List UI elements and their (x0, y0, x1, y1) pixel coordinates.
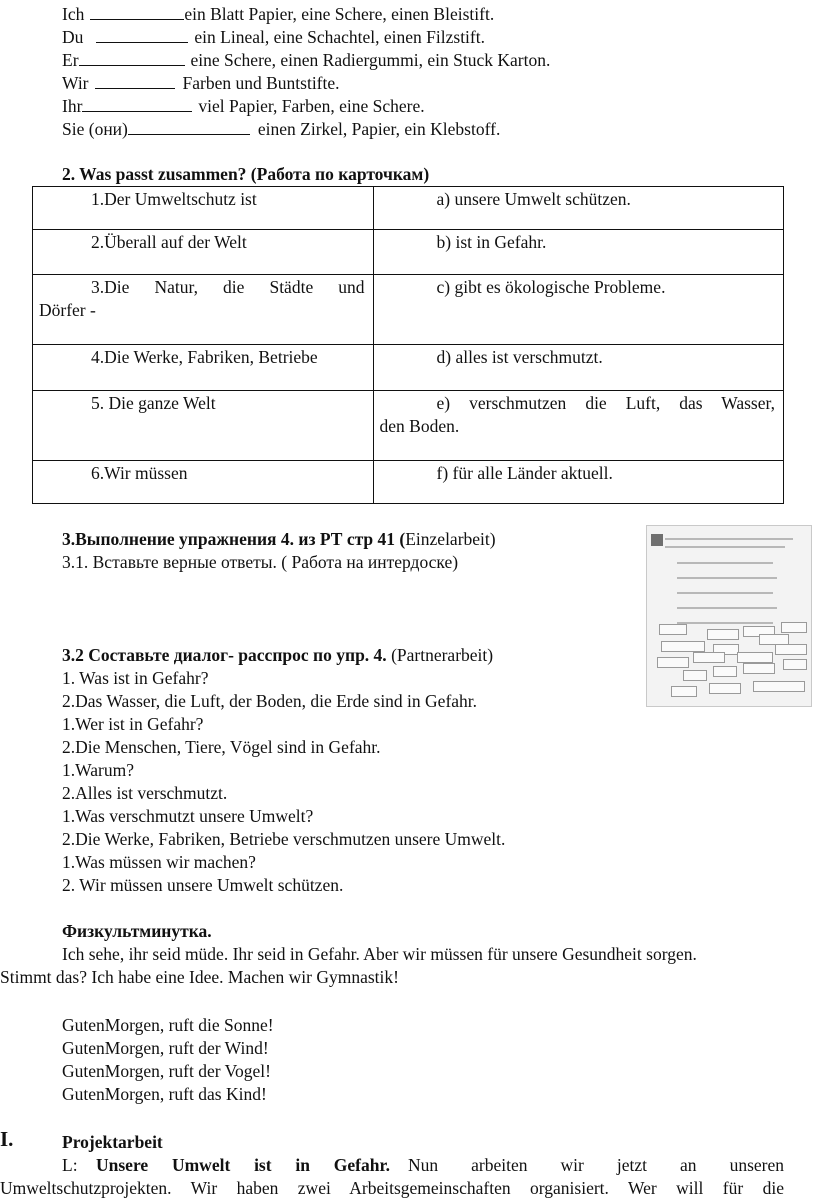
blank-field[interactable] (128, 118, 250, 135)
poem-line: GutenMorgen, ruft die Sonne! (62, 1015, 274, 1035)
dialog-line: 2.Das Wasser, die Luft, der Boden, die Erde sind in Gefahr. (62, 691, 478, 711)
fiz-line-1: Ich sehe, ihr seid müde. Ihr seid in Gefahr. Aber wir müssen für unsere Gesundheit sorgen. (62, 944, 697, 964)
blank-field[interactable] (95, 72, 175, 89)
right-cell: f) für alle Länder aktuell. (436, 463, 613, 483)
table-row (33, 187, 784, 230)
blank-field[interactable] (96, 26, 188, 43)
dialog-line: 2.Die Menschen, Tiere, Vögel sind in Gefahr. (62, 737, 381, 757)
task3-heading-bold: 3.Выполнение упражнения 4. из РТ стр 41 ( (62, 529, 406, 549)
left-cell-line-1: 3.Die Natur, die Städte und (91, 277, 365, 297)
dialog-line: 1.Was müssen wir machen? (62, 852, 256, 872)
blank-field[interactable] (82, 95, 192, 112)
project-line-1 (62, 1154, 784, 1177)
right-cell: a) unsere Umwelt schützen. (436, 189, 631, 209)
subject: Ihr (62, 96, 83, 116)
dialog-line: 2. Wir müssen unsere Umwelt schützen. (62, 875, 344, 895)
project-statement-text: Unsere Umwelt ist in Gefahr. (96, 1155, 390, 1175)
left-cell: 4.Die Werke, Fabriken, Betriebe (91, 347, 318, 367)
task2-heading: 2. Was passt zusammen? (Работа по карточкам) (62, 164, 430, 184)
rest: ein Lineal, eine Schachtel, einen Filzstift. (194, 27, 485, 47)
task3-sub2-bold: 3.2 Составьте диалог- расспрос по упр. 4. (62, 645, 387, 665)
fiz-line-2: Stimmt das? Ich habe eine Idee. Machen wir Gymnastik! (0, 967, 399, 987)
table-row (33, 345, 784, 391)
subject: Du (62, 27, 84, 47)
blank-field[interactable] (90, 3, 184, 20)
dialog-line: 1.Wer ist in Gefahr? (62, 714, 204, 734)
dialog-line: 2.Alles ist verschmutzt. (62, 783, 228, 803)
subject: Sie (они) (62, 119, 128, 139)
right-cell: b) ist in Gefahr. (436, 232, 547, 252)
subject: Er (62, 50, 79, 70)
right-cell: d) alles ist verschmutzt. (436, 347, 603, 367)
table-row (33, 275, 784, 345)
task3-sub1: 3.1. Вставьте верные ответы. ( Работа на интердоске) (62, 552, 459, 572)
task3-heading (62, 528, 496, 551)
dialog-line: 2.Die Werke, Fabriken, Betriebe verschmutzen unsere Umwelt. (62, 829, 506, 849)
left-cell-line-2: Dörfer - (39, 300, 96, 320)
project-line-2: Umweltschutzprojekten. Wir haben zwei Arbeitsgemeinschaften organisiert. Wer will für die (0, 1178, 784, 1198)
left-cell: 2.Überall auf der Welt (91, 232, 247, 252)
matching-table (32, 186, 784, 504)
poem-line: GutenMorgen, ruft der Vogel! (62, 1061, 271, 1081)
fill-in-line-6 (62, 118, 500, 141)
task3-heading-normal: Einzelarbeit) (405, 529, 496, 549)
subject: Wir (62, 73, 89, 93)
poem-line: GutenMorgen, ruft der Wind! (62, 1038, 269, 1058)
table-row (33, 391, 784, 461)
fill-in-line-1 (62, 3, 494, 26)
dialog-line: 1. Was ist in Gefahr? (62, 668, 209, 688)
blank-field[interactable] (79, 49, 185, 66)
workbook-page-image (646, 525, 812, 707)
rest: ein Blatt Papier, eine Schere, einen Bleistift. (184, 4, 495, 24)
exercise-number-icon (651, 534, 663, 546)
rest: eine Schere, einen Radiergummi, ein Stuck Karton. (190, 50, 551, 70)
fill-in-line-5 (62, 95, 425, 118)
rest: Farben und Buntstifte. (182, 73, 340, 93)
rest: viel Papier, Farben, eine Schere. (198, 96, 425, 116)
poem-line: GutenMorgen, ruft das Kind! (62, 1084, 267, 1104)
fiz-heading: Физкультминутка. (62, 921, 212, 941)
fill-in-line-2 (62, 26, 485, 49)
fill-in-line-3 (62, 49, 550, 72)
table-row (33, 461, 784, 504)
dialog-line: 1.Was verschmutzt unsere Umwelt? (62, 806, 314, 826)
project-rest: Nun arbeiten wir jetzt an unseren (408, 1155, 784, 1175)
dialog-line: 1.Warum? (62, 760, 134, 780)
right-cell-line-1: e) verschmutzen die Luft, das Wasser, (436, 393, 775, 413)
left-cell: 6.Wir müssen (91, 463, 188, 483)
task3-sub2 (62, 644, 493, 667)
project-statement (96, 1154, 390, 1177)
speaker-label: L: (62, 1155, 78, 1175)
right-cell-line-2: den Boden. (379, 416, 460, 436)
task3-sub2-normal: (Partnerarbeit) (386, 645, 494, 665)
subject: Ich (62, 4, 85, 24)
table-row (33, 230, 784, 275)
rest: einen Zirkel, Papier, ein Klebstoff. (257, 119, 501, 139)
left-cell: 5. Die ganze Welt (91, 393, 216, 413)
section-numeral: I. (0, 1127, 14, 1151)
project-heading: Projektarbeit (62, 1132, 163, 1152)
right-cell: c) gibt es ökologische Probleme. (436, 277, 666, 297)
fill-in-line-4 (62, 72, 340, 95)
left-cell: 1.Der Umweltschutz ist (91, 189, 257, 209)
